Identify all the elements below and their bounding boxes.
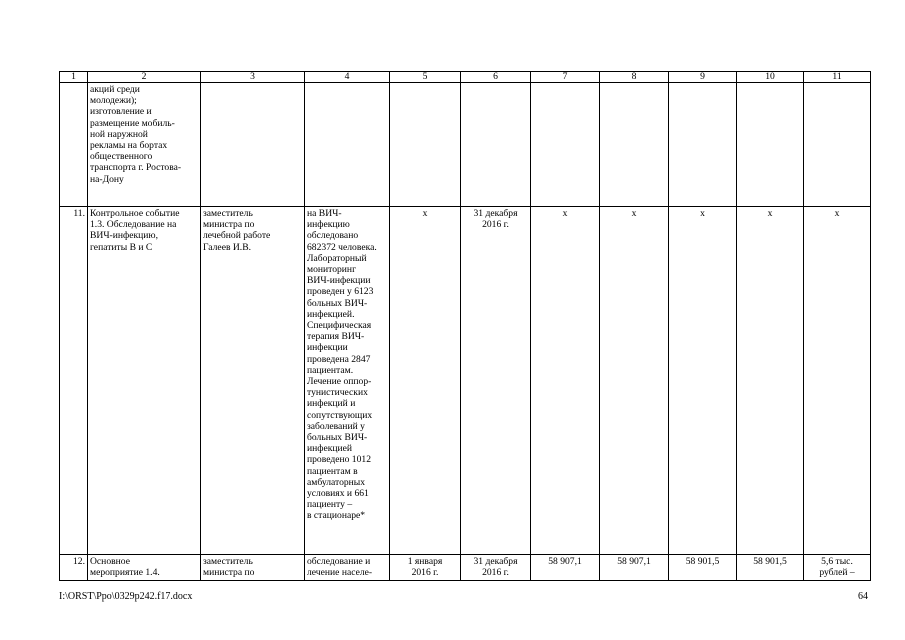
header-cell-3: 3 [201,72,305,83]
cell-col7 [531,83,600,207]
cell-col5: х [390,207,461,555]
column-number-row [60,72,871,83]
cell-col11: х [804,207,871,555]
header-cell-6: 6 [461,72,531,83]
cell-col9: х [669,207,737,555]
table-row-12 [60,555,871,581]
header-cell-11: 11 [804,72,871,83]
cell-event-name: Контрольное событие 1.3. Обследование на ВИЧ-инфекцию, гепатиты В и С [88,207,201,555]
cell-col6: 31 декабря 2016 г. [461,207,531,555]
cell-num [60,83,88,207]
footer-file-path: I:\ORST\Ppo\0329p242.f17.docx [59,591,193,602]
cell-result: обследование и лечение населе- [305,555,390,581]
cell-col9: 58 901,5 [669,555,737,581]
cell-result: на ВИЧ- инфекцию обследовано 682372 человека. Лабораторный мониторинг ВИЧ-инфекции проведен у 6123 больных ВИЧ- инфекцией. Специфическая терапия ВИЧ- инфекции проведена 2847 пациентам. Лечение оппор- тунистических инфекций и сопутствующих заболеваний у больных ВИЧ- инфекцией проведено 1012 пациентам в амбулаторных условиях и 661 пациенту – в стационаре* [305,207,390,555]
cell-num: 11. [60,207,88,555]
cell-col8 [600,83,669,207]
cell-col10: х [737,207,804,555]
cell-col8: 58 907,1 [600,555,669,581]
cell-executor: заместитель министра по лечебной работе Галеев И.В. [201,207,305,555]
cell-col11 [804,83,871,207]
cell-col5 [390,83,461,207]
table-row-continuation [60,83,871,207]
table-row-11 [60,207,871,555]
header-cell-5: 5 [390,72,461,83]
report-table [59,71,871,581]
cell-col6 [461,83,531,207]
cell-col6: 31 декабря 2016 г. [461,555,531,581]
cell-col11: 5,6 тыс. рублей – [804,555,871,581]
cell-col7: х [531,207,600,555]
cell-col10: 58 901,5 [737,555,804,581]
cell-col8: х [600,207,669,555]
cell-executor: заместитель министра по [201,555,305,581]
cell-result [305,83,390,207]
cell-event-name: Основное мероприятие 1.4. [88,555,201,581]
cell-executor [201,83,305,207]
header-cell-10: 10 [737,72,804,83]
cell-num: 12. [60,555,88,581]
cell-col9 [669,83,737,207]
header-cell-8: 8 [600,72,669,83]
header-cell-9: 9 [669,72,737,83]
header-cell-7: 7 [531,72,600,83]
header-cell-2: 2 [88,72,201,83]
header-cell-1: 1 [60,72,88,83]
page-number: 64 [858,591,868,602]
cell-col5: 1 января 2016 г. [390,555,461,581]
cell-event-name: акций среди молодежи); изготовление и размещение мобиль- ной наружной рекламы на бортах общественного транспорта г. Ростова- на-Дону [88,83,201,207]
cell-col7: 58 907,1 [531,555,600,581]
header-cell-4: 4 [305,72,390,83]
cell-col10 [737,83,804,207]
